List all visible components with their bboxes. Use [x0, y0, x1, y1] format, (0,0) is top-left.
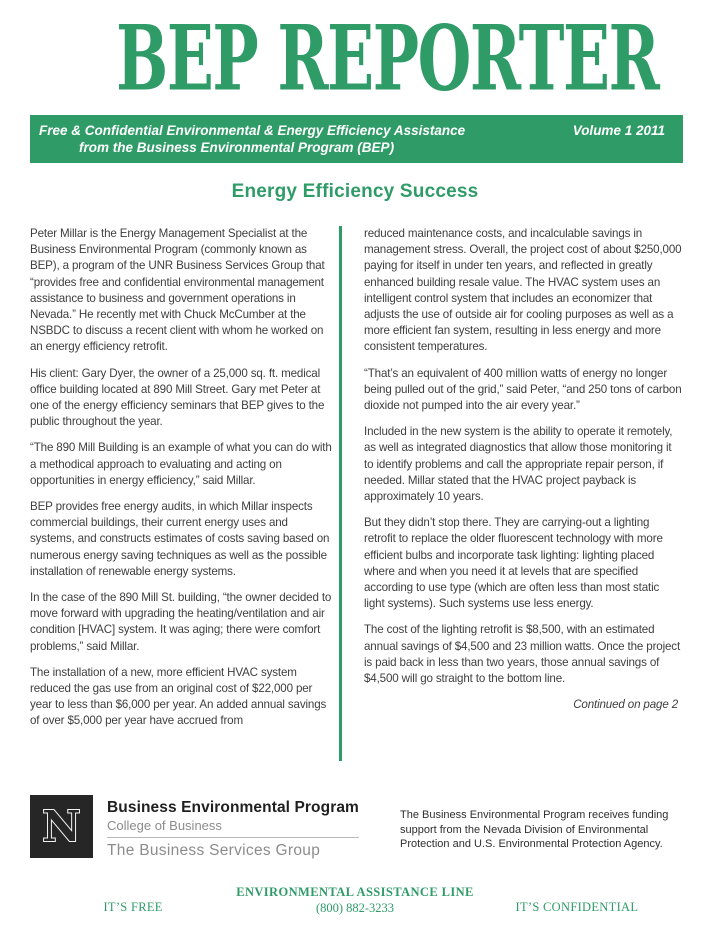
brand-college-name: College of Business: [107, 818, 222, 833]
paragraph: reduced maintenance costs, and incalculable savings in management stress. Overall, the project cost of about $250,000 paying for itself in under ten years, and reflected in greatly enhanced building resale value. The HVAC system uses an intelligent control system that includes an economizer that adjusts the use of outside air for cooling purposes as well as a more efficient fan system, resulting in less energy and more consistent temperatures.: [364, 227, 682, 354]
brand-org-name: Business Environmental Program: [107, 799, 359, 816]
funding-statement: The Business Environmental Program receives funding support from the Nevada Division of Environmental Protection and U.S. Environmental Protection Agency.: [400, 809, 669, 850]
tagline: [39, 122, 465, 163]
paragraph: “That’s an equivalent of 400 million watts of energy no longer being pulled out of the grid,” said Peter, “and 250 tons of carbon dioxide not pumped into the air every year.”: [364, 366, 682, 413]
brand-bar: [30, 795, 359, 860]
volume-label: Volume 1 2011: [572, 123, 665, 138]
tagline-line2: from the Business Environmental Program (BEP): [79, 140, 395, 155]
paragraph: The installation of a new, more efficient HVAC system reduced the gas use from an original cost of $22,000 per year to less than $6,000 per year. An added annual savings of over $5,000 per year have accrued from: [30, 665, 327, 728]
paragraph: Included in the new system is the ability to operate it remotely, as well as integrated diagnostics that allow those monitoring it to identify problems and call the appropriate repair person, if needed. Millar stated that the HVAC project payback is approximately 10 years.: [364, 425, 673, 504]
continued-note: Continued on page 2: [573, 698, 678, 712]
its-confidential-label: IT’S CONFIDENTIAL: [515, 900, 639, 914]
article-heading: Energy Efficiency Success: [231, 181, 479, 202]
paragraph: BEP provides free energy audits, in which Millar inspects commercial buildings, their current energy uses and systems, and constructs estimates of costs saving based on numerous energy saving techniques as well as the possible installation of renewable energy systems.: [30, 500, 330, 578]
assistance-phone-number: (800) 882-3233: [315, 901, 395, 915]
its-free-label: IT’S FREE: [103, 900, 163, 914]
paragraph: Peter Millar is the Energy Management Specialist at the Business Environmental Program (commonly known as BEP), a program of the UNR Business Services Group that “provides free and confidential environmental management assistance to business and government operations in Nevada.” He recently met with Chuck McCumber at the NSBDC to discuss a recent client with whom he worked on an energy efficiency retrofit.: [30, 227, 325, 354]
brand-divider-rule: [107, 837, 359, 838]
newsletter-title: BEP REPORTER: [116, 4, 659, 112]
paragraph: “The 890 Mill Building is an example of what you can do with a methodical approach to evaluating and acting on opportunities in energy efficiency,” said Millar.: [30, 441, 332, 487]
assistance-footer: [30, 885, 680, 916]
article-column-left: [30, 226, 333, 761]
masthead: [0, 6, 710, 110]
paragraph: His client: Gary Dyer, the owner of a 25,000 sq. ft. medical office building located at 890 Mill Street. Gary met Peter at one of the energy efficiency seminars that BEP gives to the public throughout the year.: [30, 366, 325, 429]
paragraph: But they didn’t stop there. They are carrying-out a lighting retrofit to replace the older fluorescent technology with more efficient bulbs and incorporate task lighting: lighting placed where and when you need it at levels that are specified according to use type (which are often less than most static light systems). Such systems use less energy.: [364, 516, 663, 611]
assistance-center: [236, 885, 474, 916]
brand-group-name: The Business Services Group: [107, 842, 321, 859]
svg-text:N: N: [42, 802, 81, 851]
article-body: [30, 226, 682, 761]
nevada-n-logo-icon: [30, 795, 93, 858]
article-column-right: [364, 226, 682, 761]
tagline-line1: Free & Confidential Environmental & Energy Efficiency Assistance: [39, 123, 466, 138]
paragraph: The cost of the lighting retrofit is $8,500, with an estimated annual savings of $4,500 and 23 million watts. Once the project is paid back in less than two years, those annual savings of $4,500 will go straight to the bottom line.: [364, 623, 681, 686]
brand-text: [107, 795, 359, 860]
assistance-line-title: ENVIRONMENTAL ASSISTANCE LINE: [236, 885, 474, 899]
column-divider: [339, 226, 342, 761]
tagline-banner: [30, 115, 683, 163]
paragraph: In the case of the 890 Mill St. building, “the owner decided to move forward with upgrading the heating/ventilation and air condition [HVAC] system. It was aging; there were comfort problems,” said Millar.: [30, 591, 332, 653]
